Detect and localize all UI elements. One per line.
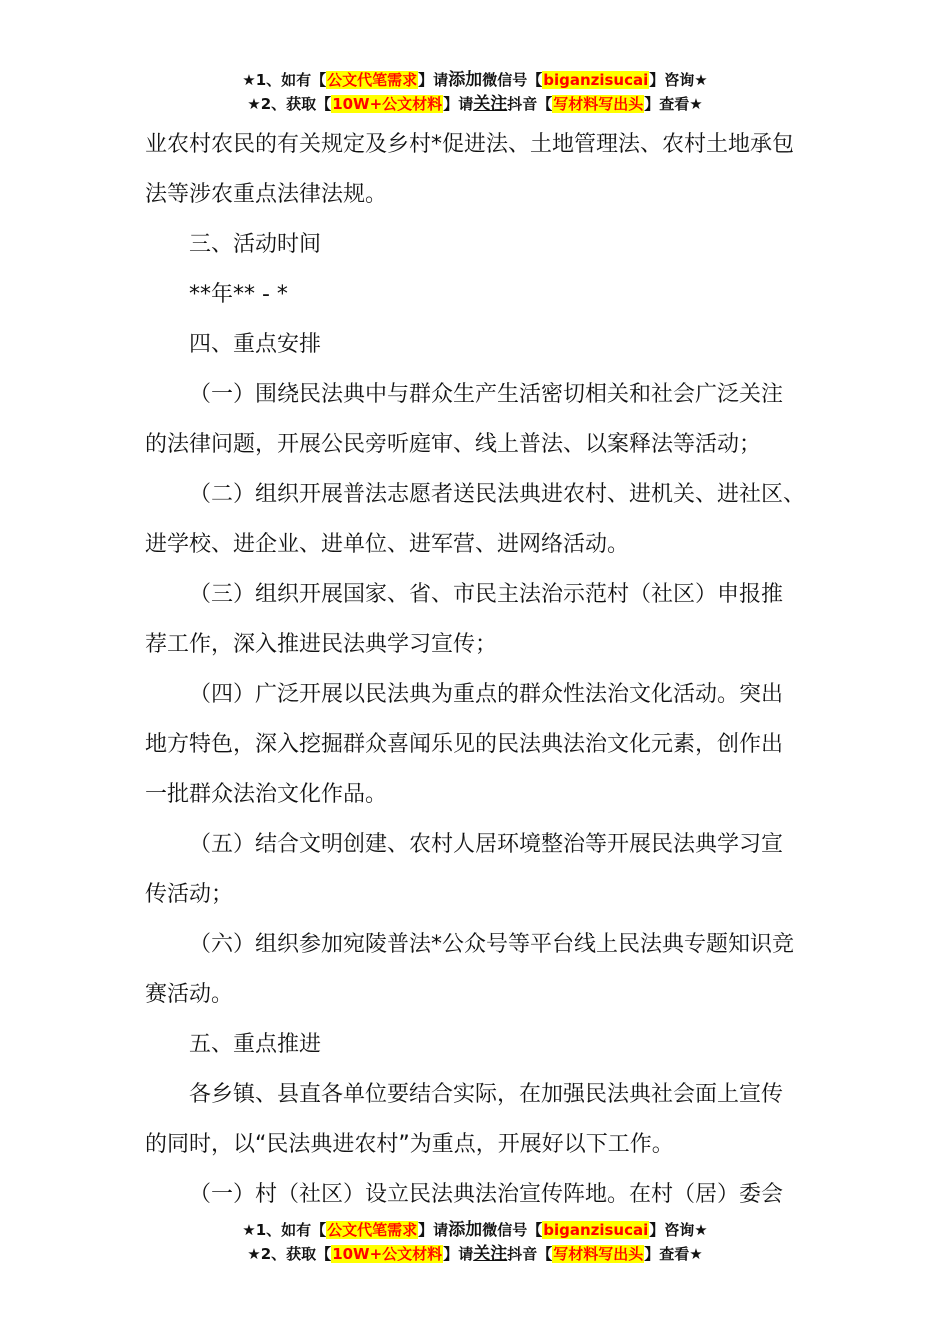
banner-line-1: ★1、如有【公文代笔需求】请添加微信号【biganzisucai】咨询★ <box>242 1220 708 1240</box>
text-line: 一批群众法治文化作品。 <box>145 782 388 807</box>
banner-highlight: 公文代笔需求 <box>327 71 418 89</box>
banner-highlight: 10W+公文材料 <box>332 95 443 113</box>
text-line: 的法律问题，开展公民旁听庭审、线上普法、以案释法等活动； <box>145 432 762 457</box>
text-line: （四）广泛开展以民法典为重点的群众性法治文化活动。突出 <box>189 682 784 707</box>
text-line: 法等涉农重点法律法规。 <box>145 182 388 207</box>
banner-highlight: 公文代笔需求 <box>327 1221 418 1239</box>
header-banner <box>0 68 950 116</box>
text-line: （一）围绕民法典中与群众生产生活密切相关和社会广泛关注 <box>189 382 784 407</box>
banner-line-2: ★2、获取【10W+公文材料】请关注抖音【写材料写出头】查看★ <box>247 1244 703 1264</box>
text-line: 业农村农民的有关规定及乡村*促进法、土地管理法、农村土地承包 <box>145 132 795 157</box>
banner-line-1: ★1、如有【公文代笔需求】请添加微信号【biganzisucai】咨询★ <box>242 70 708 90</box>
banner-wechat-id: biganzisucai <box>543 1221 649 1239</box>
section-heading: 三、活动时间 <box>189 232 322 257</box>
banner-highlight: 10W+公文材料 <box>332 1245 443 1263</box>
banner-wechat-id: biganzisucai <box>543 71 649 89</box>
section-heading: 四、重点安排 <box>189 332 322 357</box>
text-line: （二）组织开展普法志愿者送民法典进农村、进机关、进社区、 <box>189 482 806 507</box>
section-heading: 五、重点推进 <box>189 1032 322 1057</box>
text-line: **年** - * <box>189 282 288 307</box>
text-line: 地方特色，深入挖掘群众喜闻乐见的民法典法治文化元素，创作出 <box>145 732 784 757</box>
text-line: 荐工作，深入推进民法典学习宣传； <box>145 632 498 657</box>
banner-douyin-id: 写材料写出头 <box>553 1245 644 1263</box>
text-line: 传活动； <box>145 882 234 907</box>
document-body <box>145 120 815 1220</box>
footer-banner <box>0 1218 950 1266</box>
text-line: 的同时，以“民法典进农村”为重点，开展好以下工作。 <box>145 1132 674 1157</box>
text-line: （三）组织开展国家、省、市民主法治示范村（社区）申报推 <box>189 582 784 607</box>
text-line: （一）村（社区）设立民法典法治宣传阵地。在村（居）委会 <box>189 1182 784 1207</box>
banner-line-2: ★2、获取【10W+公文材料】请关注抖音【写材料写出头】查看★ <box>247 94 703 114</box>
text-line: （五）结合文明创建、农村人居环境整治等开展民法典学习宣 <box>189 832 784 857</box>
text-line: 进学校、进企业、进单位、进军营、进网络活动。 <box>145 532 630 557</box>
banner-douyin-id: 写材料写出头 <box>553 95 644 113</box>
text-line: （六）组织参加宛陵普法*公众号等平台线上民法典专题知识竞 <box>189 932 795 957</box>
text-line: 各乡镇、县直各单位要结合实际，在加强民法典社会面上宣传 <box>189 1082 784 1107</box>
text-line: 赛活动。 <box>145 982 234 1007</box>
